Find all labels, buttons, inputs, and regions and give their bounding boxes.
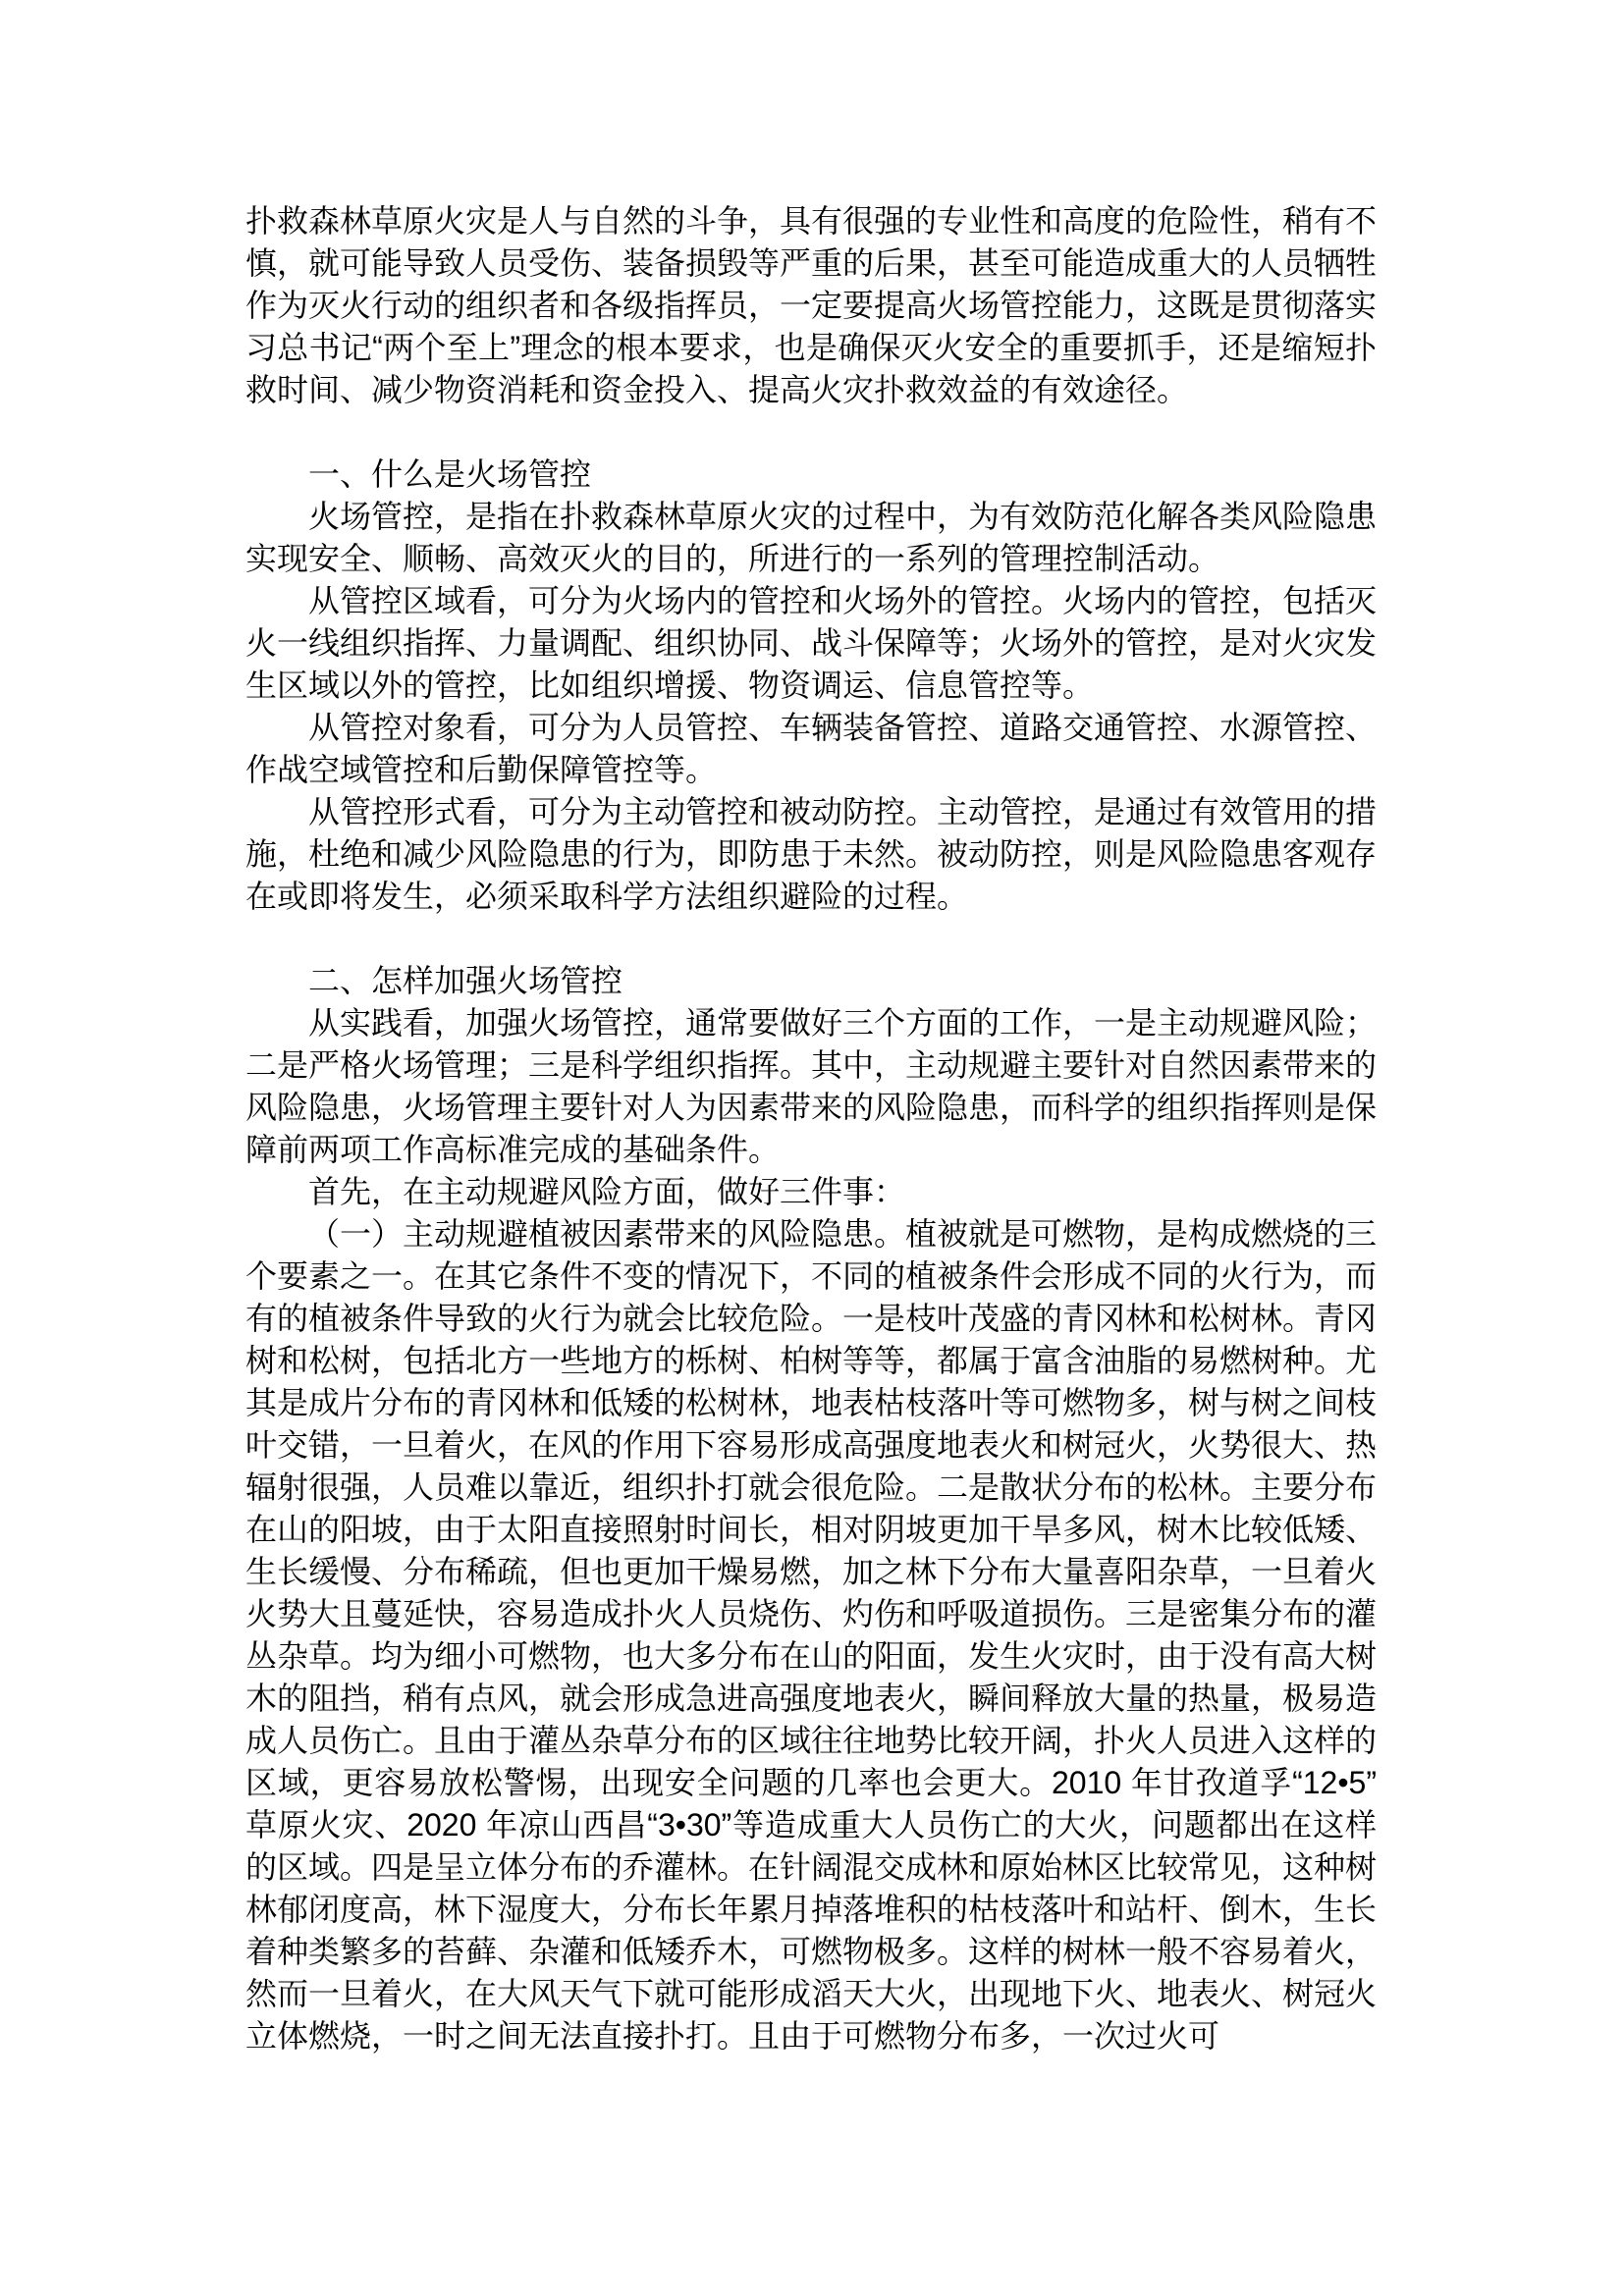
intro-paragraph: 扑救森林草原火灾是人与自然的斗争，具有很强的专业性和高度的危险性，稍有不慎，就可能导致人员受伤、装备损毁等严重的后果，甚至可能造成重大的人员牺牲作为灭火行动的组织者和各级指挥员，一定要提高火场管控能力，这既是贯彻落实习总书记“两个至上”理念的根本要求，也是确保灭火安全的重要抓手，还是缩短扑救时间、减少物资消耗和资金投入、提高火灾扑救效益的有效途径。 — [245, 203, 1378, 407]
section-2-paragraph-2: 首先，在主动规避风险方面，做好三件事： — [308, 1174, 906, 1209]
section-1-paragraph-1: 火场管控，是指在扑救森林草原火灾的过程中，为有效防范化解各类风险隐患实现安全、顺畅、高效灭火的目的，所进行的一系列的管理控制活动。 — [245, 499, 1378, 576]
section-2-paragraph-1: 从实践看，加强火场管控，通常要做好三个方面的工作，一是主动规避风险；二是严格火场管理；三是科学组织指挥。其中，主动规避主要针对自然因素带来的风险隐患，火场管理主要针对人为因素带来的风险隐患，而科学的组织指挥则是保障前两项工作高标准完成的基础条件。 — [245, 1005, 1378, 1167]
section-2-heading: 二、怎样加强火场管控 — [308, 963, 623, 998]
document-text-block — [245, 200, 1377, 2057]
section-2-paragraph-3: （一）主动规避植被因素带来的风险隐患。植被就是可燃物，是构成燃烧的三个要素之一。在其它条件不变的情况下，不同的植被条件会形成不同的火行为，而有的植被条件导致的火行为就会比较危险。一是枝叶茂盛的青冈林和松树林。青冈树和松树，包括北方一些地方的栎树、柏树等等，都属于富含油脂的易燃树种。尤其是成片分布的青冈林和低矮的松树林，地表枯枝落叶等可燃物多，树与树之间枝叶交错，一旦着火，在风的作用下容易形成高强度地表火和树冠火，火势很大、热辐射很强，人员难以靠近，组织扑打就会很危险。二是散状分布的松林。主要分布在山的阳坡，由于太阳直接照射时间长，相对阴坡更加干旱多风，树木比较低矮、生长缓慢、分布稀疏，但也更加干燥易燃，加之林下分布大量喜阳杂草，一旦着火火势大且蔓延快，容易造成扑火人员烧伤、灼伤和呼吸道损伤。三是密集分布的灌丛杂草。均为细小可燃物，也大多分布在山的阳面，发生火灾时，由于没有高大树木的阻挡，稍有点风，就会形成急进高强度地表火，瞬间释放大量的热量，极易造成人员伤亡。且由于灌丛杂草分布的区域往往地势比较开阔，扑火人员进入这样的区域，更容易放松警惕，出现安全问题的几率也会更大。2010 年甘孜道孚“12•5”草原火灾、2020 年凉山西昌“3•30”等造成重大人员伤亡的大火，问题都出在这样的区域。四是呈立体分布的乔灌林。在针阔混交成林和原始林区比较常见，这种树林郁闭度高，林下湿度大，分布长年累月掉落堆积的枯枝落叶和站杆、倒木，生长着种类繁多的苔藓、杂灌和低矮乔木，可燃物极多。这样的树林一般不容易着火，然而一旦着火，在大风天气下就可能形成滔天大火，出现地下火、地表火、树冠火立体燃烧，一时之间无法直接扑打。且由于可燃物分布多，一次过火可 — [245, 1216, 1378, 2054]
section-1-heading: 一、什么是火场管控 — [308, 456, 592, 492]
section-1-paragraph-3: 从管控对象看，可分为人员管控、车辆装备管控、道路交通管控、水源管控、作战空域管控和后勤保障管控等。 — [245, 710, 1378, 787]
section-1-paragraph-2: 从管控区域看，可分为火场内的管控和火场外的管控。火场内的管控，包括灭火一线组织指挥、力量调配、组织协同、战斗保障等；火场外的管控，是对火灾发生区域以外的管控，比如组织增援、物资调运、信息管控等。 — [245, 583, 1378, 703]
section-1-paragraph-4: 从管控形式看，可分为主动管控和被动防控。主动管控，是通过有效管用的措施，杜绝和减少风险隐患的行为，即防患于未然。被动防控，则是风险隐患客观存在或即将发生，必须采取科学方法组织避险的过程。 — [245, 794, 1378, 914]
